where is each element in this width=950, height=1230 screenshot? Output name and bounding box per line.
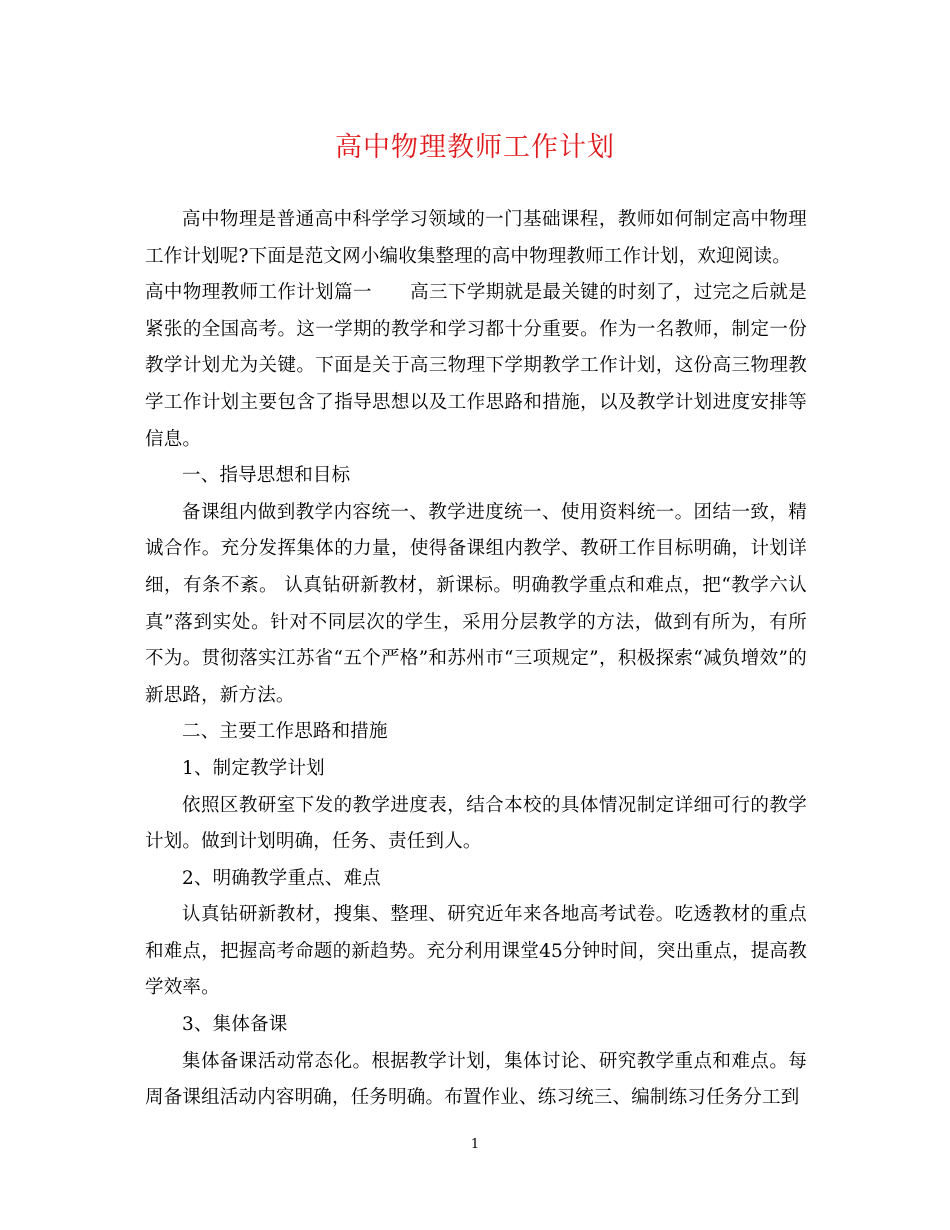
heading-work-measures: 二、主要工作思路和措施: [182, 721, 388, 743]
paragraph-group-preparation: 集体备课活动常态化。根据教学计划，集体讨论、研究教学重点和难点。每周备课组活动内容明确，任务明确。布置作业、练习统三、编制练习任务分工到: [145, 1050, 807, 1109]
subheading-group-preparation: 3、集体备课: [182, 1014, 288, 1036]
page-number: 1: [470, 1137, 480, 1152]
paragraph-guiding-ideas: 备课组内做到教学内容统一、教学进度统一、使用资料统一。团结一致，精诚合作。充分发挥集体的力量，使得备课组内教学、教研工作目标明确，计划详细，有条不紊。 认真钻研新教材，新课标。明确教学重点和难点，把“教学六认真”落到实处。针对不同层次的学生，采用分层教学的方法，做到有所为，有所不为。贯彻落实江苏省“五个严格”和苏州市“三项规定”，积极探索“减负增效”的新思路，新方法。: [145, 501, 807, 706]
section-paragraph: [145, 275, 807, 458]
section-text: 高三下学期就是最关键的时刻了，过完之后就是紧张的全国高考。这一学期的教学和学习都十分重要。作为一名教师，制定一份教学计划尤为关键。下面是关于高三物理下学期教学工作计划，这份高三物理教学工作计划主要包含了指导思想以及工作思路和措施，以及教学计划进度安排等信息。: [145, 282, 808, 450]
document-body: [145, 202, 807, 1117]
subheading-teaching-plan: 1、制定教学计划: [182, 757, 325, 779]
paragraph-key-points: 认真钻研新教材，搜集、整理、研究近年来各地高考试卷。吃透教材的重点和难点，把握高考命题的新趋势。充分利用课堂45分钟时间，突出重点，提高教学效率。: [145, 904, 807, 999]
subheading-key-points: 2、明确教学重点、难点: [182, 867, 381, 889]
heading-guiding-ideas: 一、指导思想和目标: [182, 465, 351, 487]
document-title: 高中物理教师工作计划: [335, 132, 615, 163]
section-label: 高中物理教师工作计划篇一: [145, 282, 372, 304]
paragraph-teaching-plan: 依照区教研室下发的教学进度表，结合本校的具体情况制定详细可行的教学计划。做到计划明确，任务、责任到人。: [145, 794, 807, 853]
intro-paragraph: 高中物理是普通高中科学学习领域的一门基础课程，教师如何制定高中物理工作计划呢?下面是范文网小编收集整理的高中物理教师工作计划，欢迎阅读。: [145, 209, 807, 267]
